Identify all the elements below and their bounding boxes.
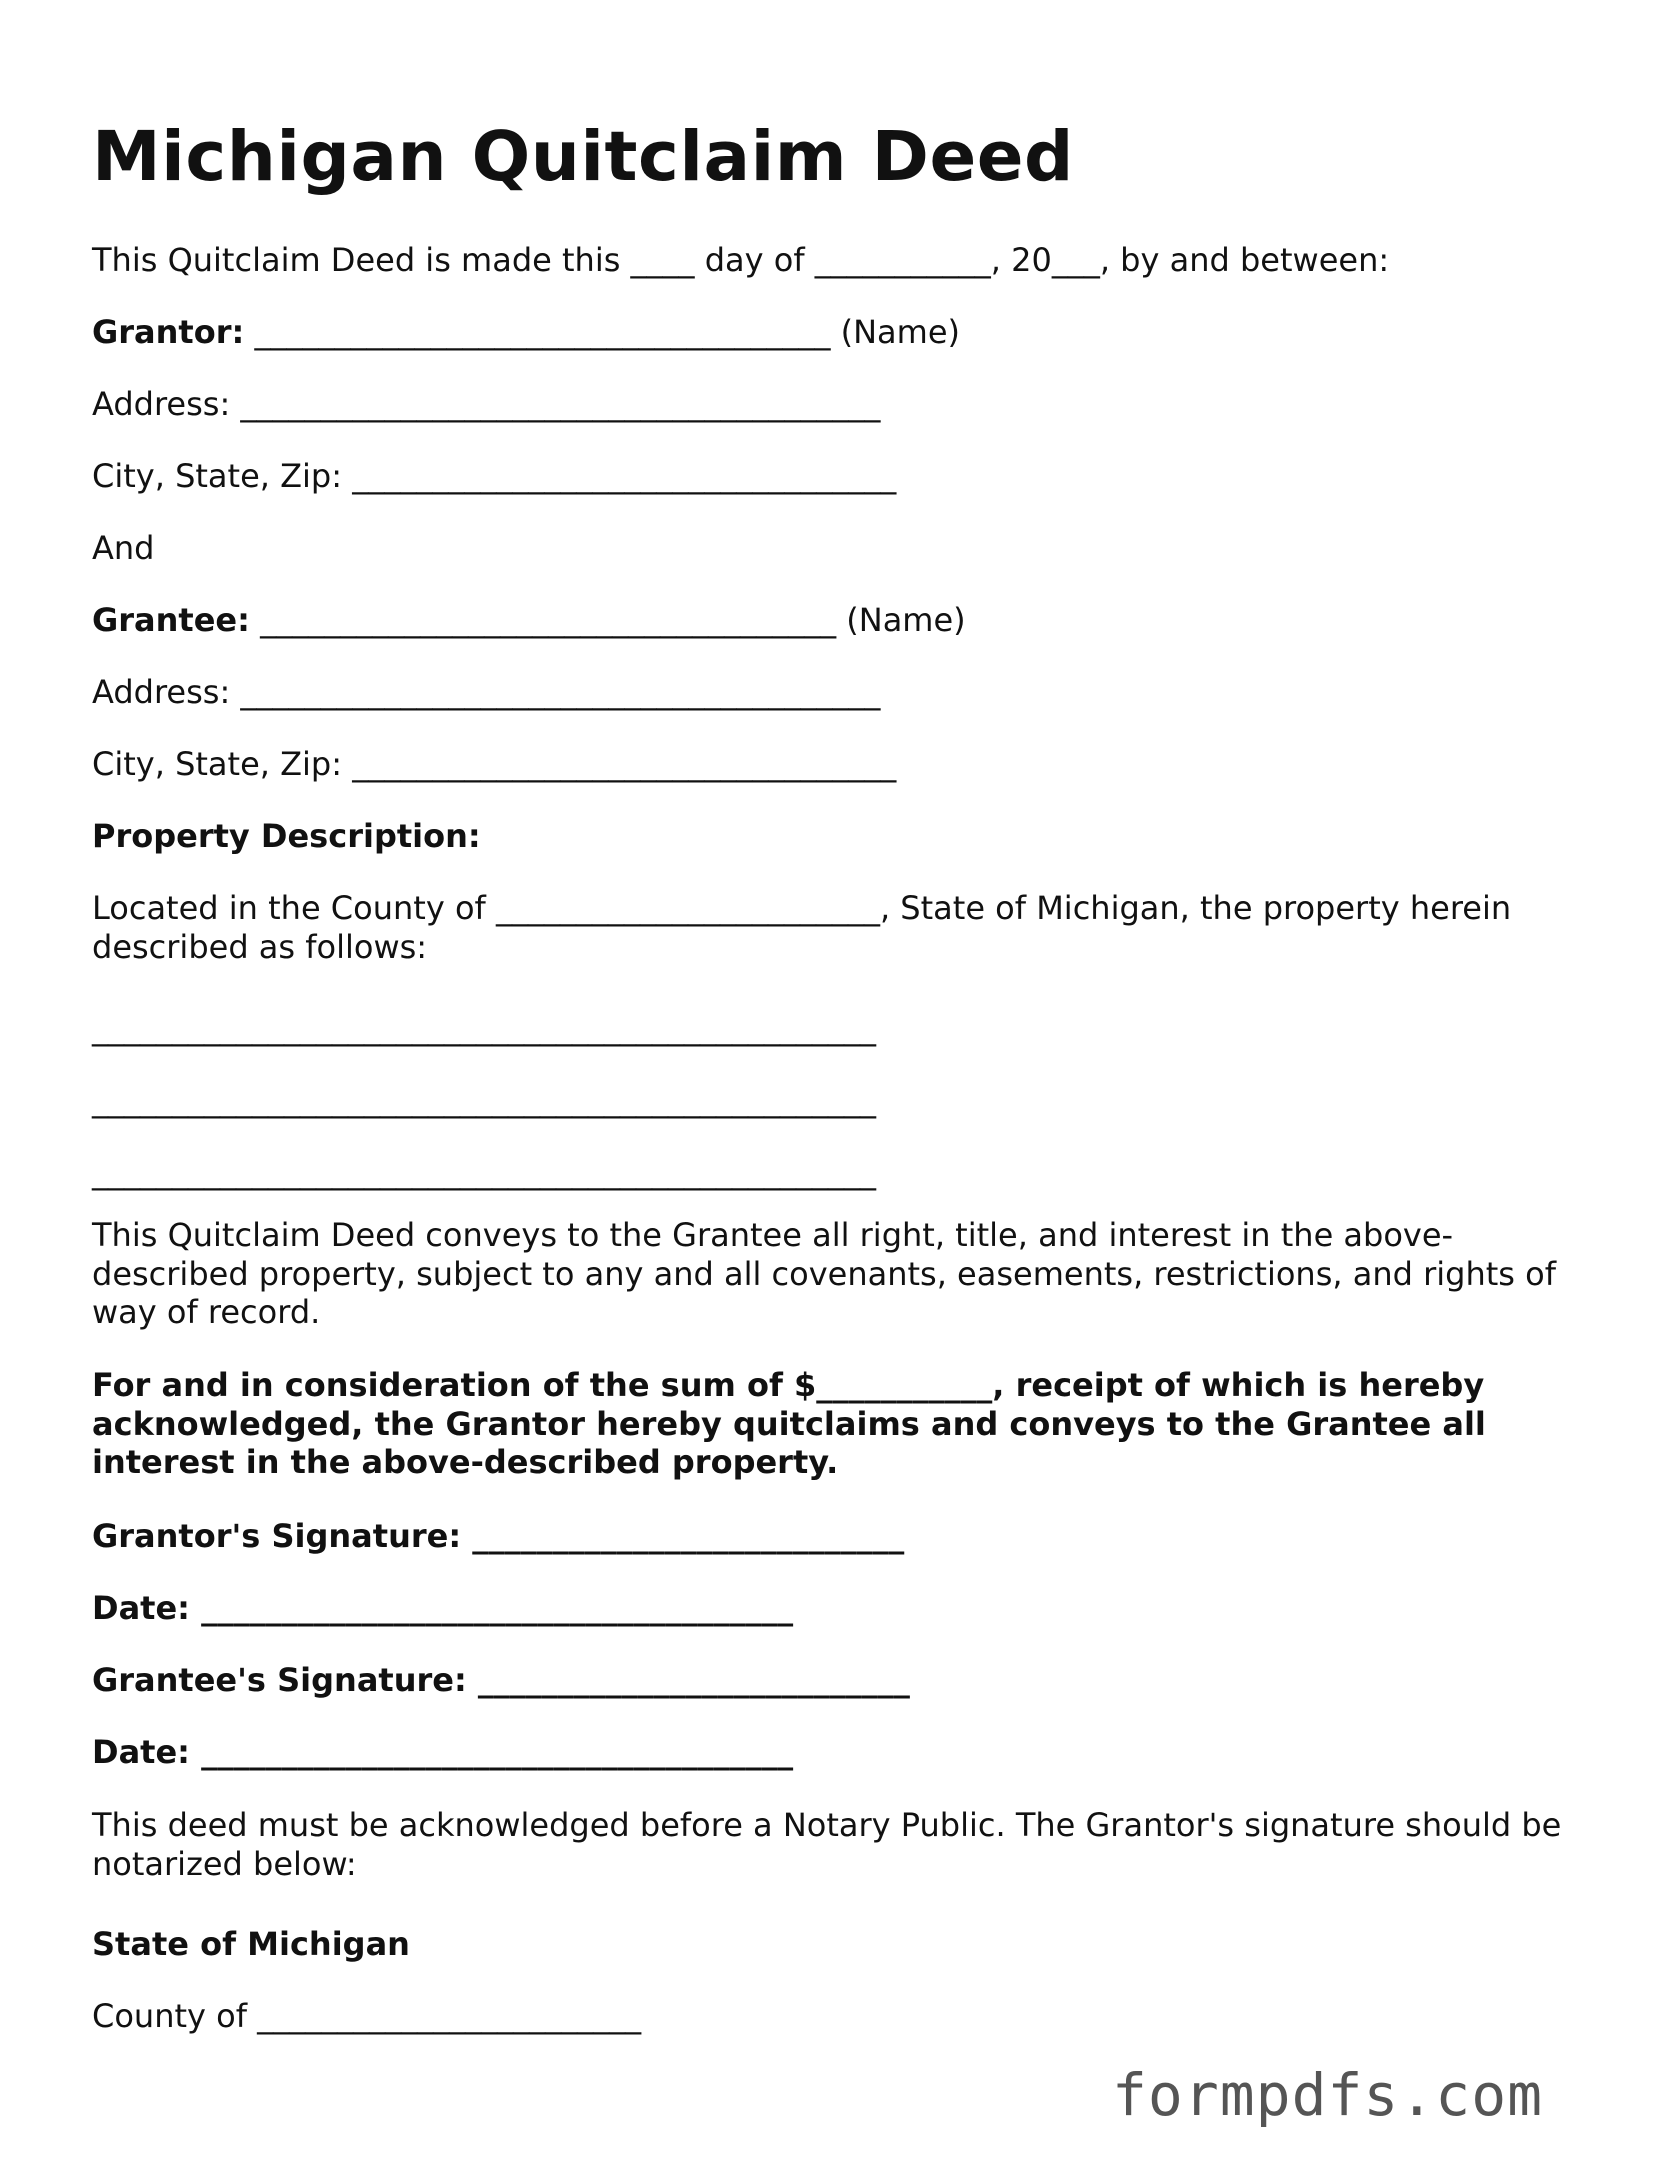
grantee-label: Grantee: [92, 601, 250, 639]
and-text: And [92, 529, 155, 567]
grantee-city-line: City, State, Zip: __________________________________ [92, 745, 897, 783]
property-line-1: _________________________________________________ [92, 1009, 876, 1047]
grantor-name-field: ____________________________________ (Name) [244, 313, 960, 351]
conveys-paragraph: This Quitclaim Deed conveys to the Grantee all right, title, and interest in the above-described property, subject to any and all covenants, easements, restrictions, and rights of way of record. [92, 1216, 1556, 1331]
property-line-3: _________________________________________________ [92, 1153, 876, 1191]
intro-line: This Quitclaim Deed is made this ____ day of ___________, 20___, by and between: [92, 241, 1390, 279]
state-heading: State of Michigan [92, 1925, 410, 1963]
grantor-date-line: Date: _____________________________________ [92, 1589, 794, 1627]
grantor-address-line: Address: ________________________________________ [92, 385, 881, 423]
grantee-address-line: Address: ________________________________________ [92, 673, 881, 711]
property-line-2: _________________________________________________ [92, 1081, 876, 1119]
property-located-paragraph: Located in the County of ________________________, State of Michigan, the property herein described as follows: [92, 889, 1512, 966]
property-heading: Property Description: [92, 817, 481, 855]
grantor-city-line: City, State, Zip: __________________________________ [92, 457, 897, 495]
grantee-name-field: ____________________________________ (Name) [249, 601, 966, 639]
notary-paragraph: This deed must be acknowledged before a Notary Public. The Grantor's signature should be notarized below: [92, 1806, 1562, 1883]
grantor-label: Grantor: [92, 313, 245, 351]
grantee-name-line [92, 600, 966, 640]
county-line: County of ________________________ [92, 1997, 642, 2035]
consideration-paragraph: For and in consideration of the sum of $___________, receipt of which is hereby acknowledged, the Grantor hereby quitclaims and conveys to the Grantee all interest in the above-described property. [92, 1366, 1486, 1481]
page-title: Michigan Quitclaim Deed [92, 117, 1074, 197]
watermark-text: formpdfs.com [1112, 2061, 1544, 2129]
grantee-date-line: Date: _____________________________________ [92, 1733, 794, 1771]
grantee-signature-line: Grantee's Signature: ___________________________ [92, 1661, 910, 1699]
grantor-signature-line: Grantor's Signature: ___________________________ [92, 1517, 905, 1555]
grantor-name-line [92, 312, 960, 352]
